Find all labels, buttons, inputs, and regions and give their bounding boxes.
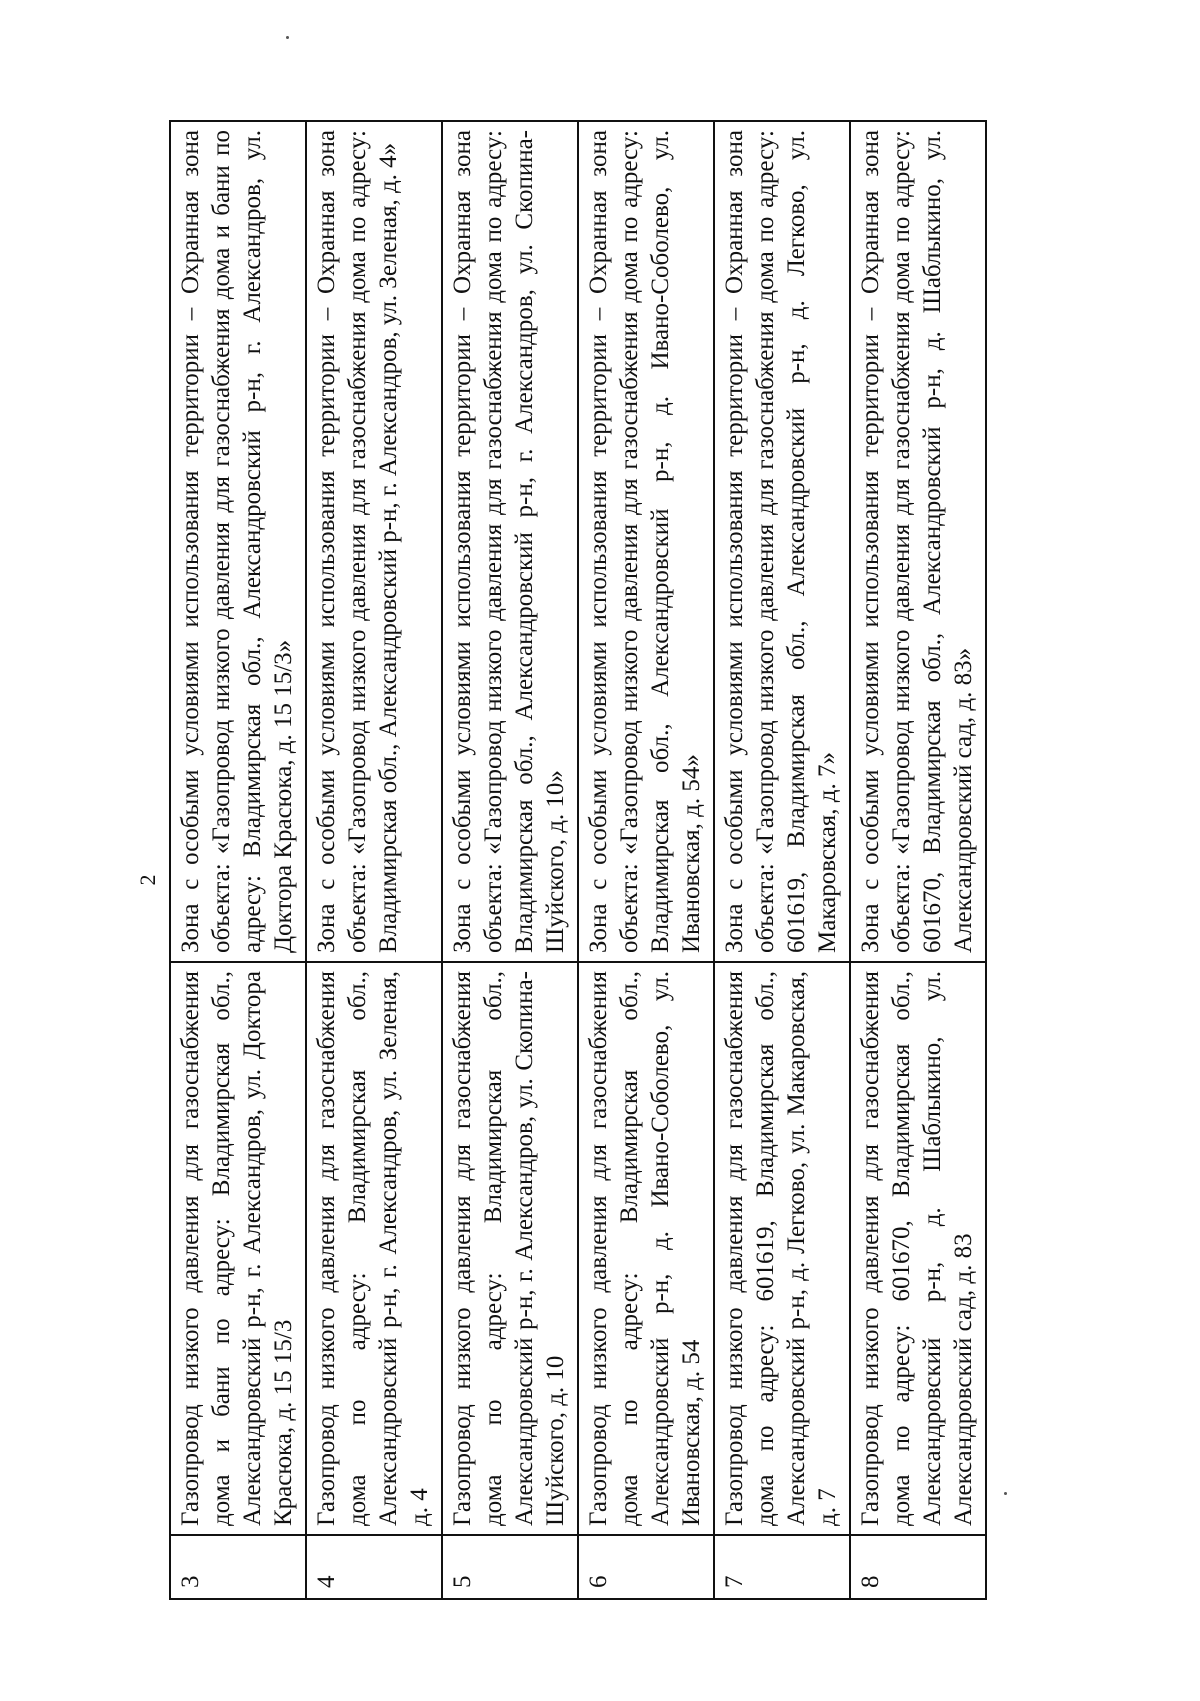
- zone-description: Зона с особыми условиями использования территории – Охранная зона объекта: «Газопровод низкого давления для газоснабжения дома и бани по адресу: Владимирская обл., Александровский р-н, г. Александров, ул. Доктора Красюка, д. 15 15/3»: [170, 121, 306, 962]
- zone-description: Зона с особыми условиями использования территории – Охранная зона объекта: «Газопровод низкого давления для газоснабжения дома по адресу: 601670, Владимирская обл., Александровский р-н, д. Шаблыкино, ул. Александровский сад, д. 83»: [850, 121, 986, 962]
- zone-description: Зона с особыми условиями использования территории – Охранная зона объекта: «Газопровод низкого давления для газоснабжения дома по адресу: Владимирская обл., Александровский р-н, г. Александров, ул. Скопина-Шуйского, д. 10»: [442, 121, 578, 962]
- row-number: 6: [578, 1535, 714, 1599]
- row-number: 4: [306, 1535, 442, 1599]
- row-number: 3: [170, 1535, 306, 1599]
- page-number: 2: [135, 874, 160, 886]
- row-number: 7: [714, 1535, 850, 1599]
- object-description: Газопровод низкого давления для газоснабжения дома по адресу: 601619, Владимирская обл., Александровский р-н, д. Легково, ул. Макаровская, д. 7: [714, 962, 850, 1535]
- table-row: [170, 121, 306, 1599]
- row-number: 5: [442, 1535, 578, 1599]
- table-row: [578, 121, 714, 1599]
- object-description: Газопровод низкого давления для газоснабжения дома и бани по адресу: Владимирская обл., Александровский р-н, г. Александров, ул. Доктора Красюка, д. 15 15/3: [170, 962, 306, 1535]
- zone-description: Зона с особыми условиями использования территории – Охранная зона объекта: «Газопровод низкого давления для газоснабжения дома по адресу: Владимирская обл., Александровский р-н, г. Александров, ул. Зеленая, д. 4»: [306, 121, 442, 962]
- table-row: [442, 121, 578, 1599]
- table-row: [714, 121, 850, 1599]
- zone-description: Зона с особыми условиями использования территории – Охранная зона объекта: «Газопровод низкого давления для газоснабжения дома по адресу: 601619, Владимирская обл., Александровский р-н, д. Легково, ул. Макаровская, д. 7»: [714, 121, 850, 962]
- object-description: Газопровод низкого давления для газоснабжения дома по адресу: Владимирская обл., Александровский р-н, д. Ивано-Соболево, ул. Ивановская, д. 54: [578, 962, 714, 1535]
- scan-speck: [1004, 1492, 1007, 1495]
- scan-speck: [286, 36, 289, 39]
- table-row: [850, 121, 986, 1599]
- zones-table: [169, 120, 987, 1600]
- row-number: 8: [850, 1535, 986, 1599]
- object-description: Газопровод низкого давления для газоснабжения дома по адресу: 601670, Владимирская обл., Александровский р-н, д. Шаблыкино, ул. Александровский сад, д. 83: [850, 962, 986, 1535]
- object-description: Газопровод низкого давления для газоснабжения дома по адресу: Владимирская обл., Александровский р-н, г. Александров, ул. Зеленая, д. 4: [306, 962, 442, 1535]
- rotated-page: [125, 90, 1125, 1670]
- zone-description: Зона с особыми условиями использования территории – Охранная зона объекта: «Газопровод низкого давления для газоснабжения дома по адресу: Владимирская обл., Александровский р-н, д. Ивано-Соболево, ул. Ивановская, д. 54»: [578, 121, 714, 962]
- table-row: [306, 121, 442, 1599]
- object-description: Газопровод низкого давления для газоснабжения дома по адресу: Владимирская обл., Александровский р-н, г. Александров, ул. Скопина-Шуйского, д. 10: [442, 962, 578, 1535]
